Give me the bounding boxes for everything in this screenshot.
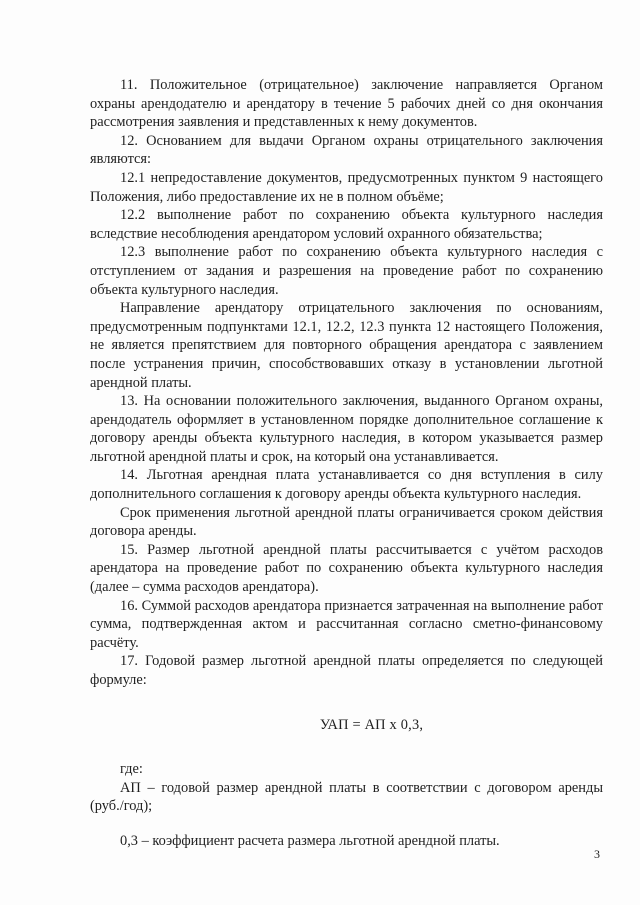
paragraph-13: 13. На основании положительного заключения, выданного Органом охраны, арендодатель оформляет в установленном порядке дополнительное соглашение к договору аренды объекта культурного наследия, в котором указывается размер льготной арендной платы и срок, на который она устанавливается.	[90, 393, 603, 465]
page-number: 3	[594, 847, 600, 861]
definition-ap: АП – годовой размер арендной платы в соответствии с договором аренды (руб./год);	[90, 779, 603, 815]
where-label: где:	[120, 761, 143, 778]
paragraph-11: 11. Положительное (отрицательное) заключение направляется Органом охраны арендодателю и арендатору в течение 5 рабочих дней со дня окончания рассмотрения заявления и представленных к нему документов.	[90, 77, 603, 131]
document-body	[90, 76, 603, 851]
paragraph-12-2: 12.2 выполнение работ по сохранению объекта культурного наследия вследствие несоблюдения арендатором условий охранного обязательства;	[90, 207, 603, 242]
paragraph-refusal-note: Направление арендатору отрицательного заключения по основаниям, предусмотренным подпунктами 12.1, 12.2, 12.3 пункта 12 настоящего Положения, не является препятствием для повторного обращения арендатора с заявлением после устранения причин, способствовавших отказу в установлении льготной арендной платы.	[90, 300, 603, 391]
paragraph-12: 12. Основанием для выдачи Органом охраны отрицательного заключения являются:	[90, 132, 603, 168]
definition-coefficient: 0,3 – коэффициент расчета размера льготной арендной платы.	[120, 832, 500, 849]
paragraph-12-3: 12.3 выполнение работ по сохранению объекта культурного наследия с отступлением от задания и разрешения на проведение работ по сохранению объекта культурного наследия.	[90, 244, 603, 298]
paragraph-term: Срок применения льготной арендной платы ограничивается сроком действия договора аренды.	[90, 504, 603, 540]
paragraph-14: 14. Льготная арендная плата устанавливается со дня вступления в силу дополнительного соглашения к договору аренды объекта культурного наследия.	[90, 467, 603, 503]
paragraph-16: 16. Суммой расходов арендатора признается затраченная на выполнение работ сумма, подтвержденная актом и рассчитанная согласно сметно-финансовому расчёту.	[90, 597, 603, 651]
spacer	[90, 816, 603, 832]
paragraph-15: 15. Размер льготной арендной платы рассчитывается с учётом расходов арендатора на проведение работ по сохранению объекта культурного наследия (далее – сумма расходов арендатора).	[90, 541, 603, 596]
formula: УАП = АП х 0,3,	[319, 716, 424, 733]
paragraph-17: 17. Годовой размер льготной арендной платы определяется по следующей формуле:	[90, 653, 603, 688]
paragraph-12-1: 12.1 непредоставление документов, предусмотренных пунктом 9 настоящего Положения, либо предоставление их не в полном объёме;	[90, 169, 603, 205]
